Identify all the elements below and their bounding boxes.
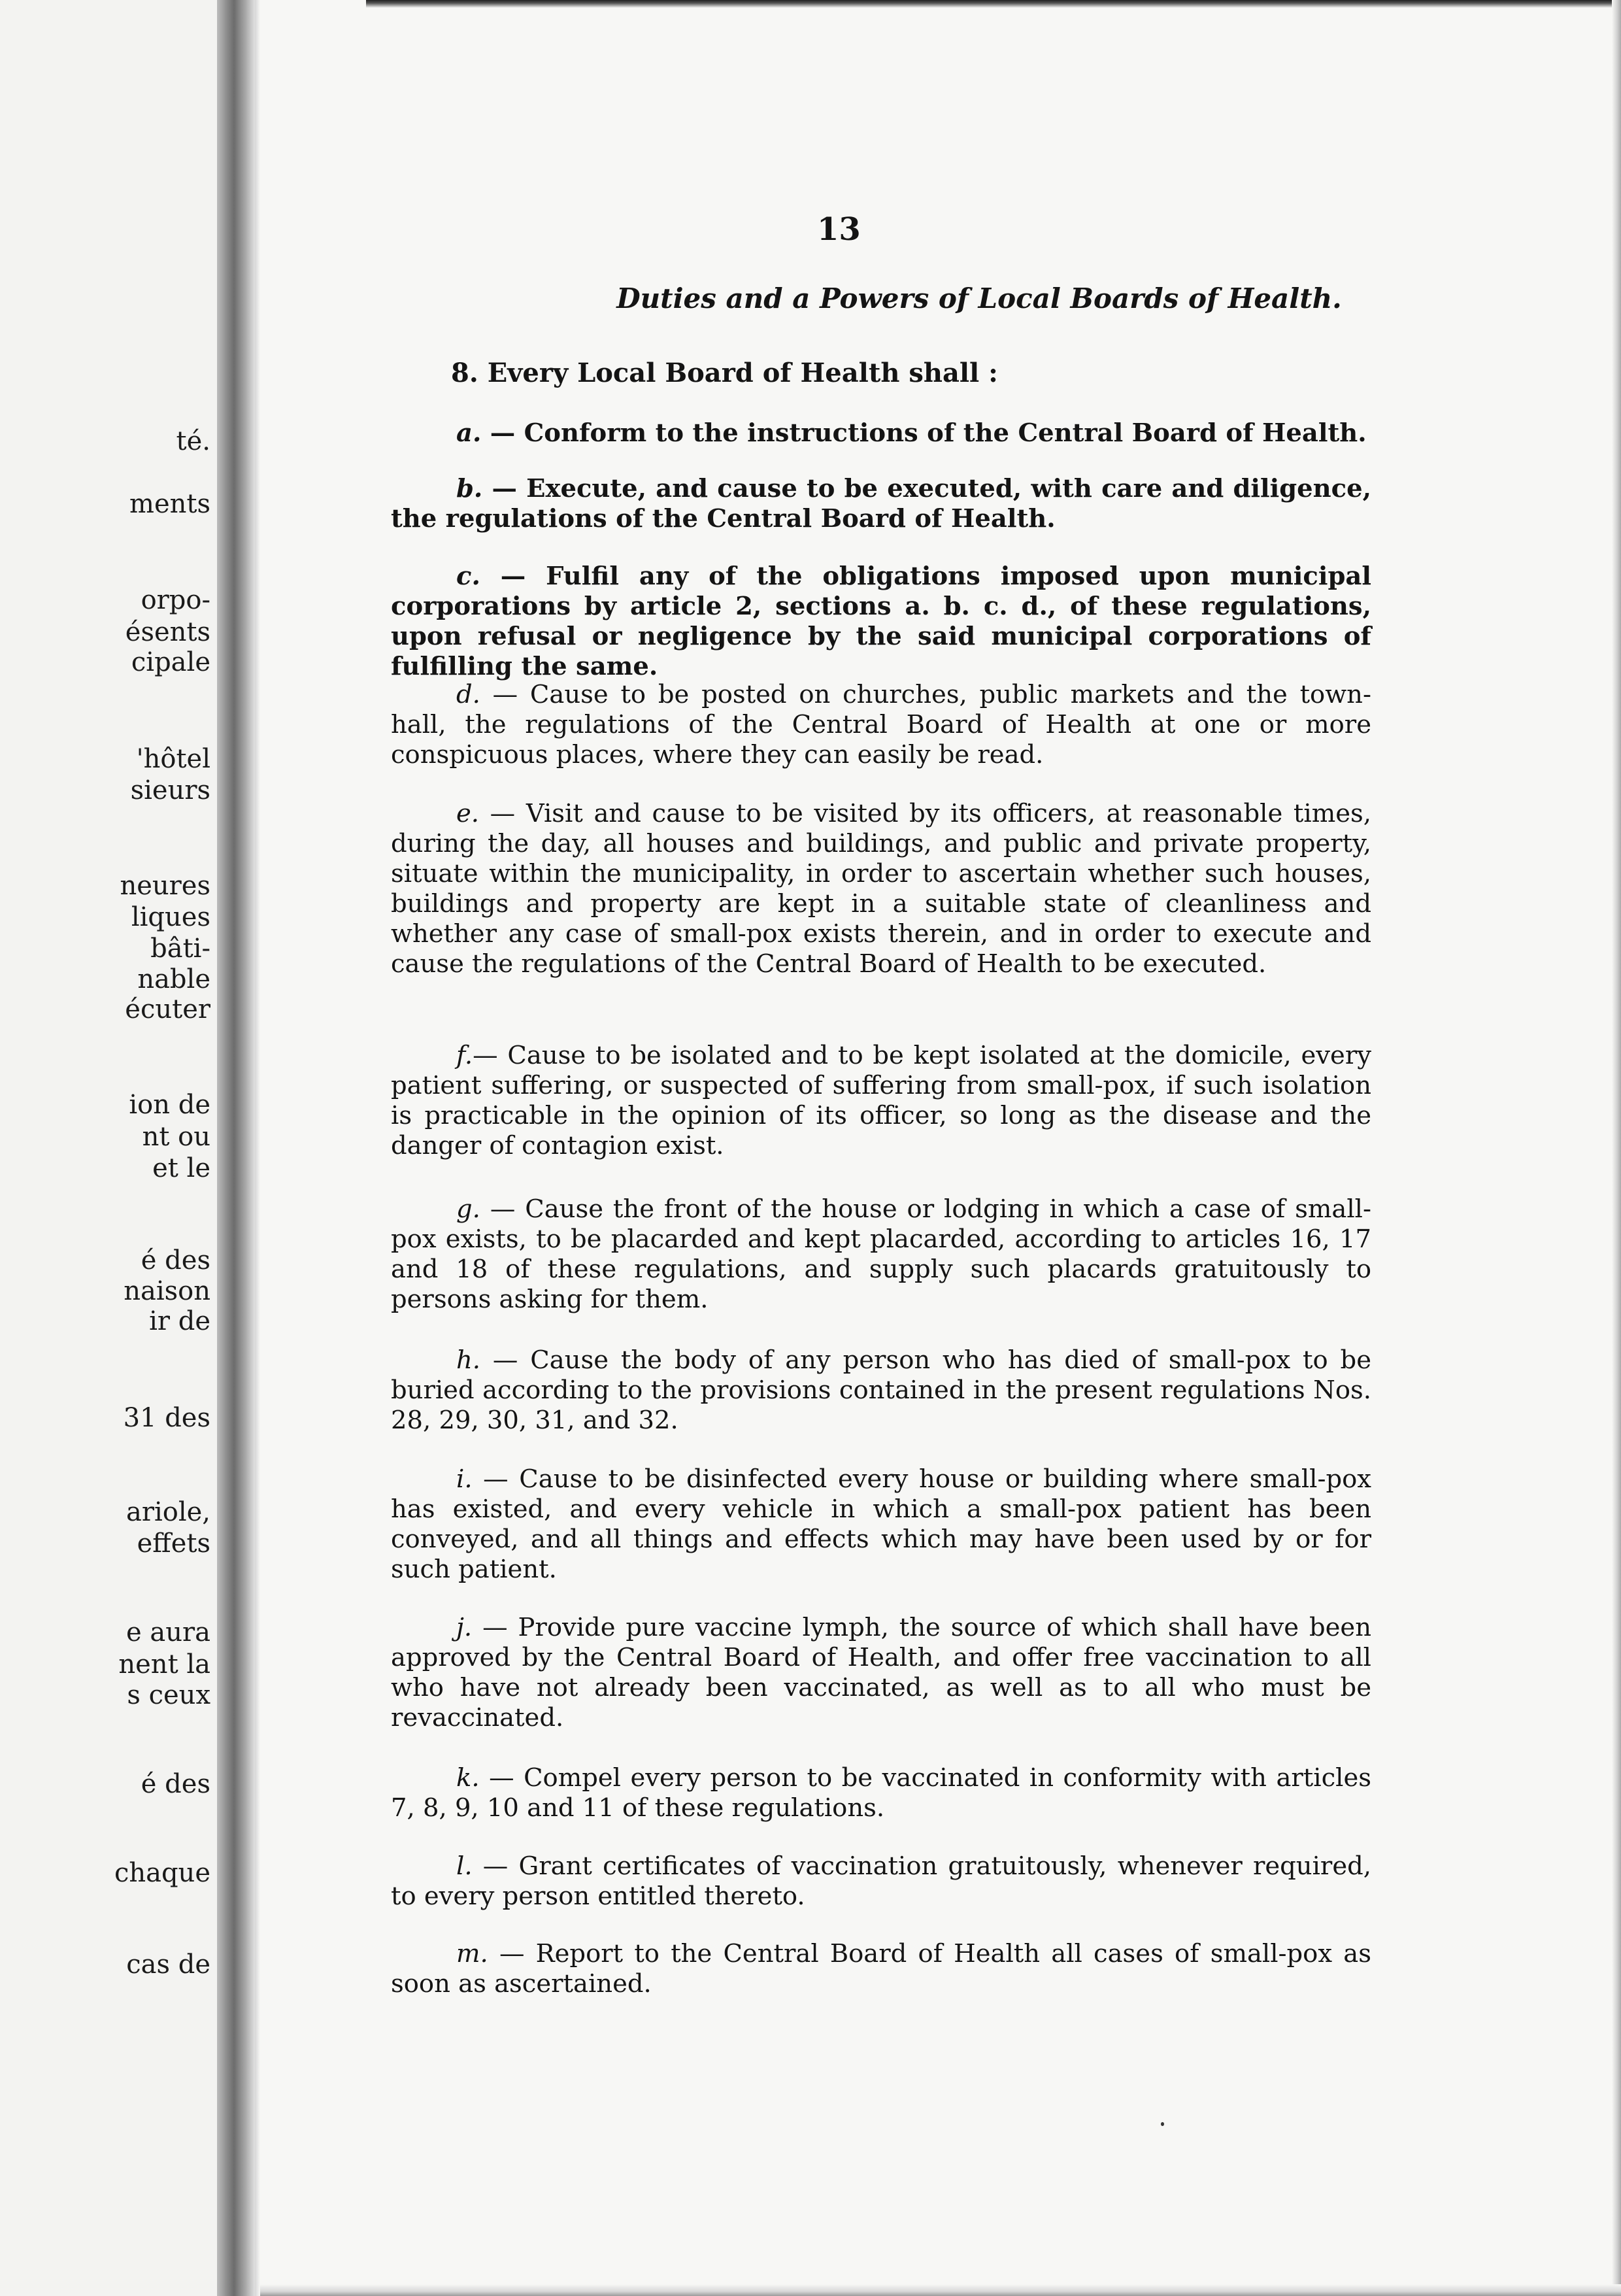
facing-page-fragment: ésents — [125, 617, 210, 647]
facing-page-fragment: cas de — [126, 1950, 210, 1980]
clause-letter: e. — [456, 799, 480, 828]
clause-text: — Grant certificates of vaccination gratuitously, whenever required, to every person entitled thereto. — [391, 1851, 1371, 1911]
clause-letter: f. — [456, 1041, 473, 1070]
clause-g — [391, 1194, 1371, 1315]
facing-page-fragment: effets — [137, 1528, 210, 1559]
clause-text: — Execute, and cause to be executed, with care and diligence, the regulations of the Central Board of Health. — [391, 474, 1371, 533]
facing-page-fragment: é des — [141, 1769, 210, 1799]
clause-text: — Provide pure vaccine lymph, the source of which shall have been approved by the Central Board of Health, and offer free vaccination to all who have not already been vaccinated, as well as to all who must be revaccinated. — [391, 1613, 1371, 1732]
clause-h — [391, 1345, 1371, 1436]
page-bottom-edge — [260, 2284, 1621, 2296]
page-right-edge — [1612, 0, 1621, 2296]
clause-text: — Fulfil any of the obligations imposed upon municipal corporations by article 2, sections a. b. c. d., of these regulations, upon refusal or negligence by the said municipal corporations of fulfilling the same. — [391, 562, 1371, 681]
clause-text: — Conform to the instructions of the Central Board of Health. — [481, 418, 1367, 448]
facing-page-fragment: ariole, — [125, 1497, 210, 1527]
facing-page-fragment: cipale — [131, 647, 210, 677]
clause-f — [391, 1041, 1371, 1161]
facing-page-fragment: ion de — [129, 1090, 210, 1120]
clause-b — [391, 474, 1371, 534]
clause-text: — Cause the front of the house or lodging in which a case of small-pox exists, to be placarded and kept placarded, according to articles 16, 17 and 18 of these regulations, and supply such placards gratuitously to persons asking for them. — [391, 1194, 1371, 1314]
facing-page-fragment: sieurs — [130, 775, 210, 805]
facing-page-fragment: bâti- — [150, 934, 210, 964]
clause-letter: c. — [456, 562, 480, 591]
article-intro — [451, 358, 1416, 388]
article-intro-text: . Every Local Board of Health shall : — [469, 358, 998, 388]
facing-page-fragment: neures — [120, 871, 210, 901]
clause-letter: b. — [456, 474, 483, 503]
clause-text: — Report to the Central Board of Health all cases of small-pox as soon as ascertained. — [391, 1939, 1371, 1999]
clause-letter: a. — [456, 418, 482, 448]
clause-i — [391, 1464, 1371, 1585]
clause-l — [391, 1851, 1371, 1912]
facing-page-fragment: orpo- — [141, 585, 210, 615]
facing-page-fragment: 31 des — [123, 1403, 210, 1433]
facing-page-fragment: liques — [131, 902, 210, 932]
clause-m — [391, 1939, 1371, 1999]
facing-page-fragment: té. — [176, 426, 210, 456]
clause-j — [391, 1613, 1371, 1733]
facing-page-fragment: nent la — [118, 1649, 210, 1680]
clause-text: — Cause to be isolated and to be kept isolated at the domicile, every patient suffering, or suspected of suffering from small-pox, if such isolation is practicable in the opinion of its officer, so long as the disease and the danger of contagion exist. — [391, 1041, 1371, 1160]
facing-page-left — [0, 0, 217, 2296]
facing-page-fragment: s ceux — [127, 1680, 210, 1710]
clause-k — [391, 1763, 1371, 1823]
clause-d — [391, 680, 1371, 770]
ink-speck — [1161, 2122, 1164, 2126]
clause-letter: h. — [456, 1345, 481, 1375]
facing-page-fragment: nable — [137, 964, 210, 994]
clause-letter: d. — [456, 680, 480, 709]
facing-page-fragment: chaque — [114, 1858, 210, 1888]
clause-letter: i. — [456, 1464, 473, 1494]
facing-page-fragment: é des — [141, 1245, 210, 1275]
article-number: 8 — [451, 358, 469, 388]
clause-e — [391, 799, 1371, 979]
page-number: 13 — [817, 211, 861, 248]
page-shadow — [255, 0, 260, 2296]
facing-page-fragment: et le — [152, 1153, 210, 1183]
clause-text: — Cause to be posted on churches, public markets and the town-hall, the regulations of the Central Board of Health at one or more conspicuous places, where they can easily be read. — [391, 680, 1371, 769]
facing-page-fragment: nt ou — [142, 1122, 210, 1152]
section-heading: Duties and a Powers of Local Boards of Health. — [616, 282, 1342, 314]
facing-page-fragment: 'hôtel — [136, 744, 210, 774]
clause-letter: g. — [456, 1194, 480, 1224]
clause-letter: k. — [456, 1763, 480, 1793]
facing-page-fragment: ments — [129, 489, 210, 519]
facing-page-fragment: naison — [124, 1276, 210, 1306]
clause-text: — Cause to be disinfected every house or building where small-pox has existed, and every vehicle in which a small-pox patient has been conveyed, and all things and effects which may have been used by or for such patient. — [391, 1464, 1371, 1584]
facing-page-fragment: e aura — [126, 1617, 210, 1647]
clause-text: — Compel every person to be vaccinated in conformity with articles 7, 8, 9, 10 and 11 of these regulations. — [391, 1763, 1371, 1823]
clause-text: — Cause the body of any person who has died of small-pox to be buried according to the provisions contained in the present regulations Nos. 28, 29, 30, 31, and 32. — [391, 1345, 1371, 1435]
clause-a — [391, 418, 1371, 448]
clause-letter: l. — [456, 1851, 473, 1881]
clause-letter: j. — [456, 1613, 473, 1642]
document-page — [260, 0, 1612, 2284]
clause-letter: m. — [456, 1939, 488, 1968]
clause-c — [391, 562, 1371, 682]
facing-page-fragment: ir de — [149, 1306, 210, 1336]
clause-text: — Visit and cause to be visited by its officers, at reasonable times, during the day, all houses and buildings, and public and private property, situate within the municipality, in order to ascertain whether such houses, buildings and property are kept in a suitable state of cleanliness and whether any case of small-pox exists therein, and in order to execute and cause the regulations of the Central Board of Health to be executed. — [391, 799, 1371, 979]
book-gutter — [217, 0, 255, 2296]
facing-page-fragment: écuter — [125, 994, 210, 1024]
